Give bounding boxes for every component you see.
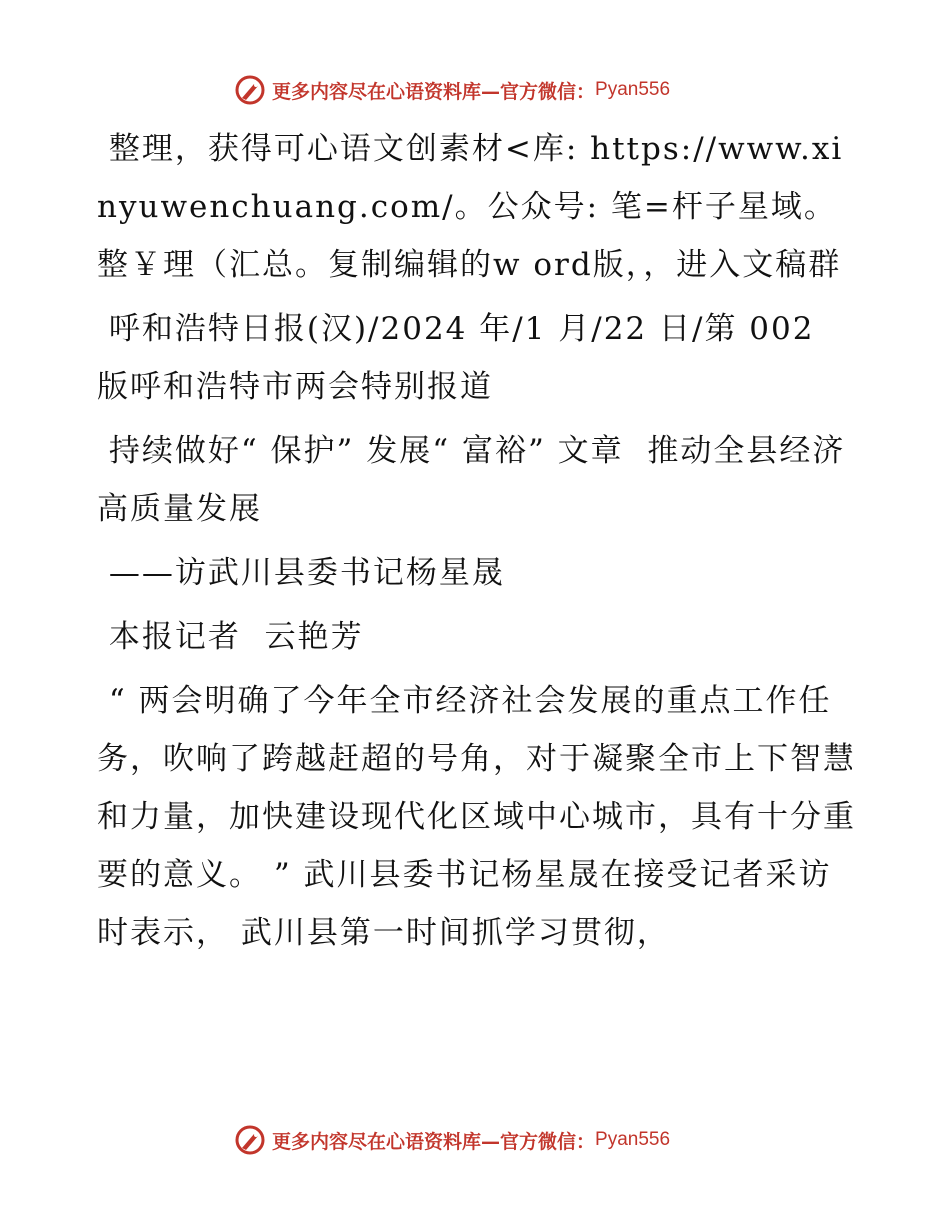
- source-line: 呼和浩特日报(汉)/2024 年/1 月/22 日/第 002 版呼和浩特市两会特别报道: [97, 311, 827, 405]
- article-title: 持续做好“ 保护” 发展“ 富裕” 文章 推动全县经济高质量发展: [97, 433, 846, 527]
- body-paragraph: “ 两会明确了今年全市经济社会发展的重点工作任务，吹响了跨越赶超的号角，对于凝聚全市上下智慧和力量，加快建设现代化区域中心城市，具有十分重要的意义。 ” 武川县委书记杨星晟在接受记者采访时表示， 武川县第一时间抓学习贯彻，: [97, 683, 856, 951]
- header-watermark: [234, 72, 670, 108]
- footer-watermark: [234, 1122, 670, 1158]
- watermark-handle: Pyan556: [595, 1129, 671, 1150]
- intro-paragraph: 整理，获得可心语文创素材<库: https://www.xinyuwenchuang.com/。公众号: 笔=杆子星域。整￥理（汇总。复制编辑的w ord版，，进入文稿群: [97, 131, 844, 283]
- document-body: [97, 120, 857, 962]
- watermark-text: 更多内容尽在心语资料库—官方微信：: [272, 80, 596, 103]
- pen-in-circle-icon: [234, 1124, 266, 1156]
- watermark-handle: Pyan556: [595, 79, 671, 100]
- article-subtitle: ——访武川县委书记杨星晟: [97, 555, 505, 591]
- reporter-line: 本报记者 云艳芳: [97, 619, 364, 655]
- watermark-text: 更多内容尽在心语资料库—官方微信：: [272, 1130, 596, 1153]
- pen-in-circle-icon: [234, 74, 266, 106]
